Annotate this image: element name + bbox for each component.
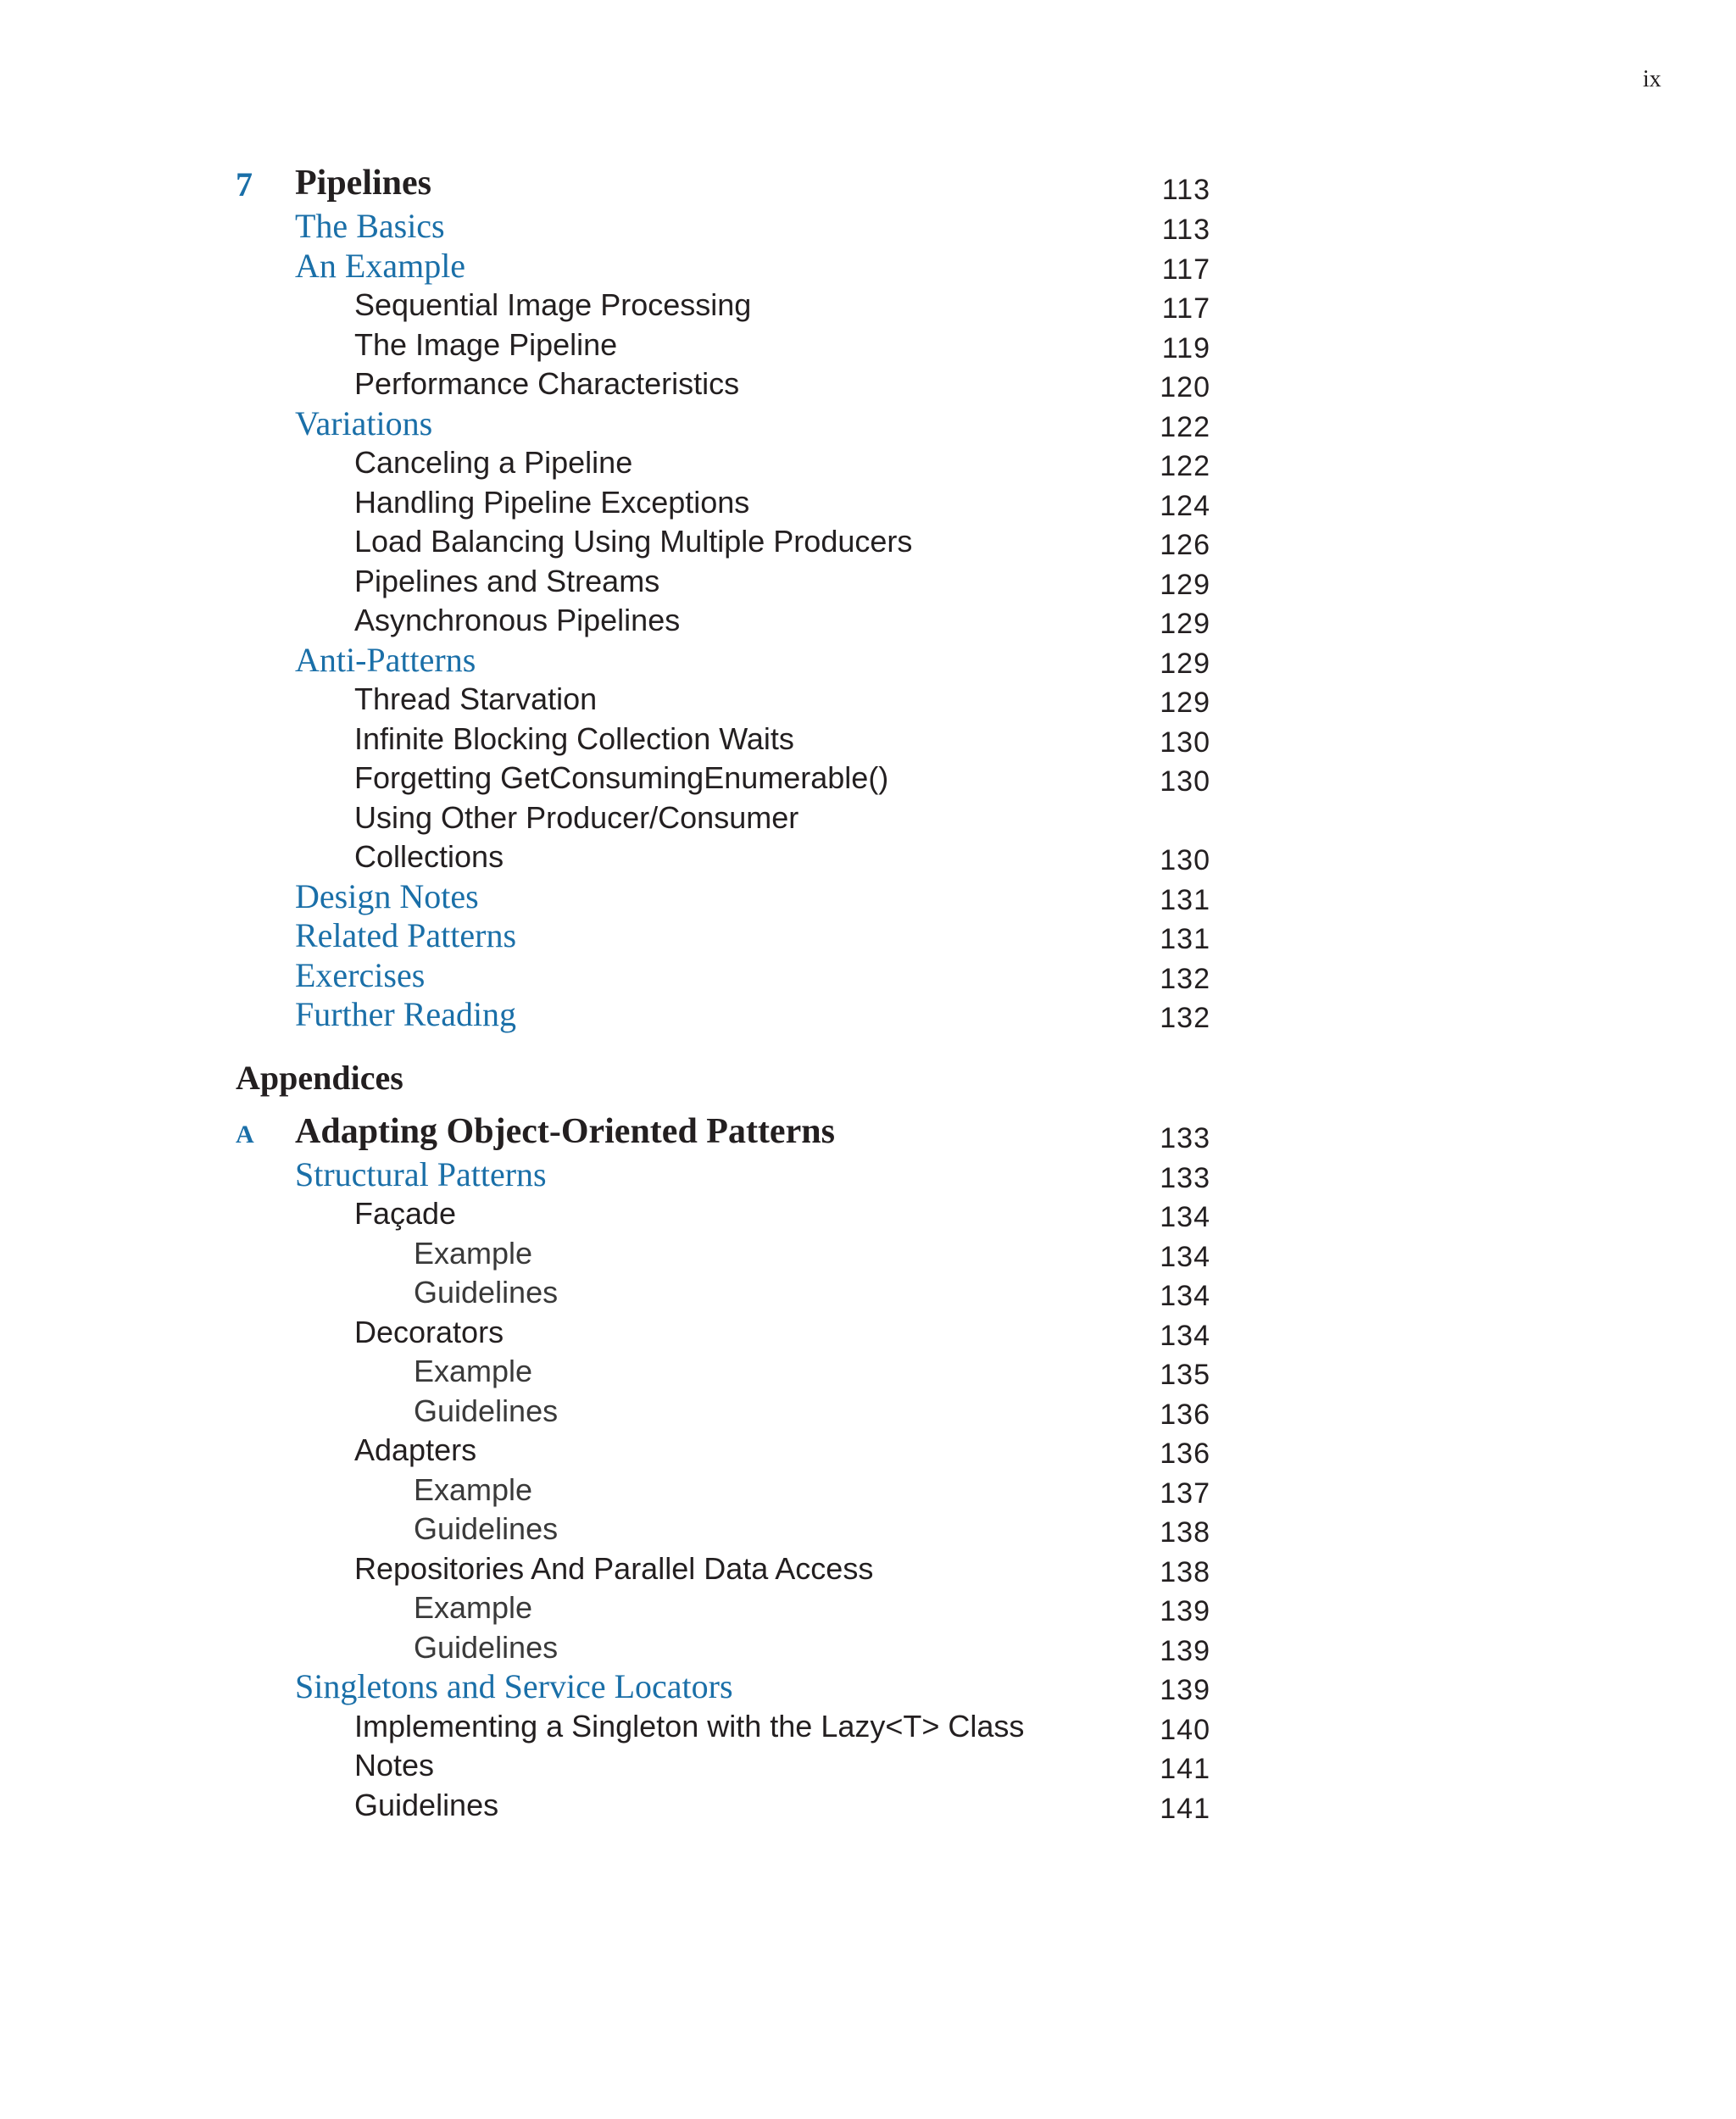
- appendix-title: Adapting Object-Oriented Patterns: [295, 1111, 835, 1151]
- toc-entry-section[interactable]: [236, 1667, 1219, 1707]
- toc-entry-page: 137: [1160, 1477, 1210, 1510]
- toc-entry-page: 134: [1160, 1319, 1210, 1352]
- toc-entry-label: Pipelines and Streams: [354, 563, 660, 598]
- toc-entry-page: 117: [1161, 253, 1210, 286]
- toc-entry-sub[interactable]: [236, 601, 1219, 641]
- toc-entry-page: 130: [1160, 726, 1210, 759]
- appendix-heading[interactable]: [236, 1108, 1219, 1155]
- toc-entry-page: 140: [1160, 1713, 1210, 1746]
- toc-entry-sub[interactable]: [236, 1194, 1219, 1234]
- toc-entry-page: 120: [1160, 371, 1210, 403]
- toc-entry-section[interactable]: [236, 877, 1219, 917]
- toc-entry-page: 138: [1160, 1516, 1210, 1549]
- toc-entry-section[interactable]: [236, 247, 1219, 286]
- toc-entry-label: Performance Characteristics: [354, 366, 740, 401]
- toc-entry-label: Example: [414, 1590, 533, 1625]
- toc-entry-subsub[interactable]: [236, 1471, 1219, 1510]
- toc-entry-label: Guidelines: [354, 1787, 499, 1822]
- toc-entry-label: Decorators: [354, 1314, 504, 1349]
- toc-entry-label: Notes: [354, 1748, 435, 1783]
- toc-entry-label: Singletons and Service Locators: [295, 1667, 733, 1705]
- toc-entry-label: The Image Pipeline: [354, 326, 618, 362]
- toc-entry-section[interactable]: [236, 207, 1219, 247]
- toc-entry-page: 134: [1160, 1240, 1210, 1273]
- toc-entry-section[interactable]: [236, 995, 1219, 1035]
- toc-entry-page: 134: [1160, 1280, 1210, 1312]
- toc-entry-label: Variations: [295, 403, 433, 442]
- toc-entry-page: 141: [1160, 1792, 1210, 1825]
- toc-entry-page: 117: [1161, 292, 1210, 325]
- toc-entry-page: 129: [1160, 568, 1210, 601]
- toc-entry-page: 134: [1160, 1201, 1210, 1233]
- toc-entry-label: Infinite Blocking Collection Waits: [354, 720, 794, 756]
- toc-entry-section[interactable]: [236, 916, 1219, 956]
- toc-entry-page: 139: [1160, 1595, 1210, 1627]
- toc-entry-label: Asynchronous Pipelines: [354, 603, 681, 637]
- toc-entry-sub[interactable]: [236, 364, 1219, 404]
- appendix-entries: [236, 1155, 1219, 1826]
- toc-entry-label: Forgetting GetConsumingEnumerable(): [354, 760, 889, 795]
- toc-entry-sub[interactable]: [236, 522, 1219, 562]
- toc-entry-label: Repositories And Parallel Data Access: [354, 1550, 874, 1586]
- toc-entry-sub[interactable]: [236, 1313, 1219, 1353]
- toc-entry-page: 129: [1160, 687, 1210, 719]
- toc-entry-label: Structural Patterns: [295, 1154, 547, 1193]
- toc-entry-page: 138: [1160, 1555, 1210, 1588]
- toc-entry-label: Example: [414, 1471, 533, 1507]
- toc-entry-page: 133: [1160, 1161, 1210, 1194]
- chapter-number: 7: [236, 165, 253, 203]
- toc-entry-page: 122: [1160, 410, 1210, 443]
- toc-entry-section[interactable]: [236, 641, 1219, 681]
- toc-entry-sub[interactable]: [236, 1549, 1219, 1589]
- appendix-letter: A: [236, 1120, 254, 1148]
- toc-entry-page: 131: [1160, 923, 1210, 955]
- toc-entry-sub[interactable]: [236, 562, 1219, 602]
- toc-entry-sub[interactable]: [236, 1746, 1219, 1786]
- toc-entry-page: 113: [1161, 214, 1210, 246]
- toc-entry-sub[interactable]: [236, 1786, 1219, 1826]
- table-of-contents: [236, 159, 1219, 1825]
- toc-entry-sub[interactable]: [236, 325, 1219, 365]
- toc-entry-label: Implementing a Singleton with the Lazy<T> Class: [354, 1708, 1025, 1744]
- toc-entry-label: Façade: [354, 1196, 457, 1231]
- toc-entry-subsub[interactable]: [236, 1392, 1219, 1432]
- toc-entry-subsub[interactable]: [236, 1352, 1219, 1392]
- toc-entry-page: 139: [1160, 1634, 1210, 1667]
- toc-entry-page: 141: [1160, 1753, 1210, 1785]
- toc-entry-section[interactable]: [236, 1155, 1219, 1195]
- chapter-page: 113: [1161, 174, 1210, 206]
- toc-entry-label: Guidelines: [414, 1275, 559, 1310]
- toc-entry-page: 129: [1160, 647, 1210, 680]
- toc-entry-page: 136: [1160, 1398, 1210, 1431]
- toc-entry-label: Handling Pipeline Exceptions: [354, 484, 750, 520]
- toc-entry-page: 132: [1160, 1002, 1210, 1034]
- toc-entry-page: 131: [1160, 883, 1210, 916]
- toc-entry-page: 129: [1160, 608, 1210, 640]
- appendix-page: 133: [1160, 1121, 1210, 1154]
- toc-entry-label: Canceling a Pipeline: [354, 445, 633, 480]
- toc-entry-sub[interactable]: [236, 483, 1219, 523]
- toc-entry-page: 132: [1160, 962, 1210, 995]
- toc-entry-subsub[interactable]: [236, 1234, 1219, 1274]
- chapter-entries: [236, 207, 1219, 1035]
- chapter-title: Pipelines: [295, 164, 432, 203]
- toc-entry-subsub[interactable]: [236, 1588, 1219, 1628]
- toc-entry-label: An Example: [295, 246, 466, 285]
- toc-entry-sub[interactable]: [236, 720, 1219, 759]
- toc-entry-label: Anti-Patterns: [295, 640, 476, 679]
- toc-entry-page: 122: [1160, 450, 1210, 482]
- toc-entry-label: Adapters: [354, 1432, 477, 1467]
- toc-entry-label: Guidelines: [414, 1393, 559, 1428]
- toc-entry-label: Thread Starvation: [354, 681, 598, 716]
- toc-entry-label: Load Balancing Using Multiple Producers: [354, 524, 913, 559]
- toc-entry-sub[interactable]: [236, 443, 1219, 483]
- toc-entry-sub[interactable]: [236, 837, 1219, 877]
- toc-entry-sub[interactable]: [236, 798, 1219, 838]
- toc-entry-subsub[interactable]: [236, 1273, 1219, 1313]
- toc-entry-page: 130: [1160, 844, 1210, 876]
- toc-entry-page: 126: [1160, 529, 1210, 561]
- toc-entry-section[interactable]: [236, 956, 1219, 996]
- toc-entry-label: Guidelines: [414, 1629, 559, 1665]
- toc-entry-section[interactable]: [236, 404, 1219, 444]
- toc-entry-label: Using Other Producer/Consumer: [354, 799, 799, 835]
- appendices-title: Appendices: [236, 1058, 403, 1097]
- toc-entry-label: Collections: [354, 839, 504, 874]
- toc-entry-label: Example: [414, 1354, 533, 1388]
- toc-entry-label: Example: [414, 1235, 533, 1271]
- toc-entry-label: Exercises: [295, 955, 426, 994]
- toc-entry-page: 135: [1160, 1359, 1210, 1391]
- toc-entry-sub[interactable]: [236, 286, 1219, 325]
- toc-entry-subsub[interactable]: [236, 1628, 1219, 1668]
- toc-entry-sub[interactable]: [236, 759, 1219, 798]
- toc-entry-label: Guidelines: [414, 1511, 559, 1546]
- toc-entry-page: 119: [1161, 331, 1210, 364]
- toc-entry-page: 139: [1160, 1674, 1210, 1706]
- toc-entry-label: Sequential Image Processing: [354, 287, 752, 322]
- toc-entry-subsub[interactable]: [236, 1510, 1219, 1549]
- page-number: ix: [1643, 66, 1661, 92]
- toc-entry-page: 124: [1160, 489, 1210, 522]
- toc-entry-page: 136: [1160, 1438, 1210, 1470]
- toc-entry-sub[interactable]: [236, 680, 1219, 720]
- toc-entry-label: Design Notes: [295, 876, 479, 915]
- toc-entry-label: Related Patterns: [295, 916, 517, 954]
- toc-entry-label: Further Reading: [295, 995, 517, 1033]
- toc-entry-page: 130: [1160, 765, 1210, 798]
- toc-entry-sub[interactable]: [236, 1707, 1219, 1747]
- toc-entry-sub[interactable]: [236, 1431, 1219, 1471]
- toc-entry-label: The Basics: [295, 207, 445, 245]
- chapter-heading[interactable]: [236, 159, 1219, 207]
